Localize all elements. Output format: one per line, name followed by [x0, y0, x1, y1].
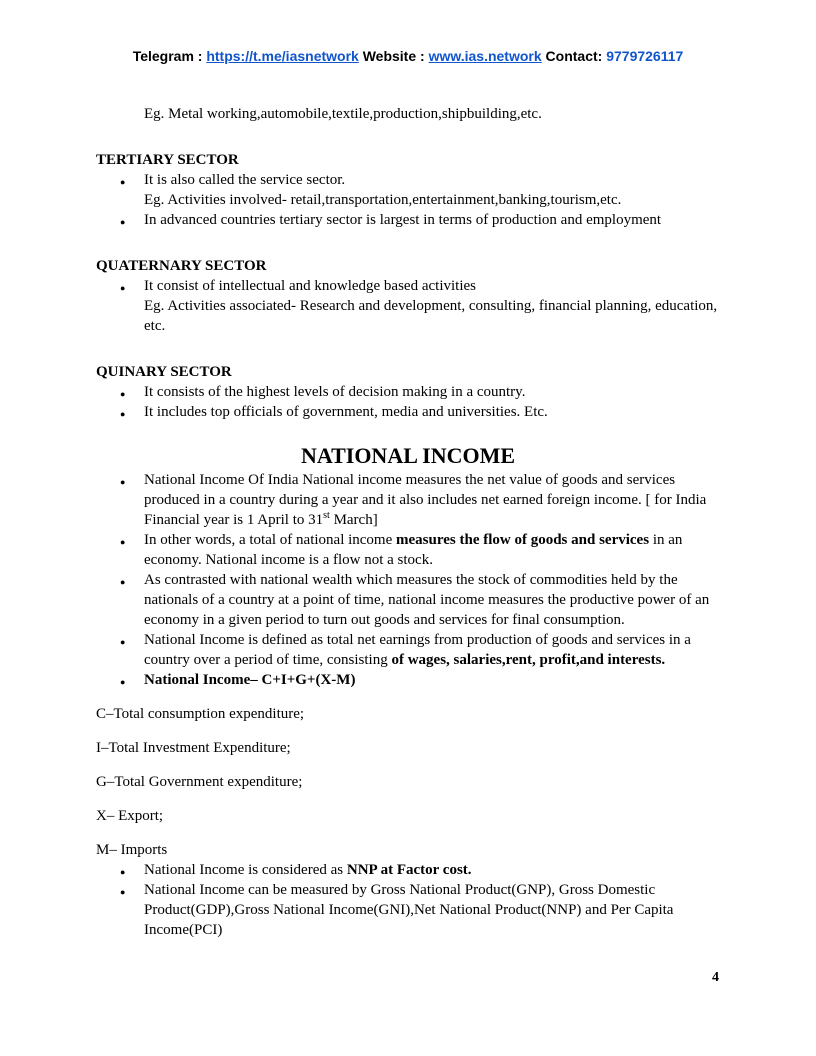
section-title-tertiary: TERTIARY SECTOR: [96, 152, 239, 168]
page-title-national-income: NATIONAL INCOME: [300, 443, 516, 468]
list-item: [144, 276, 720, 336]
bullet-text: National Income Of India National income measures the net value of goods and services produced in a country during a year and it also includes net earned foreign income. [ for India Financial year is 1 April to 31: [144, 472, 707, 528]
list-item: [144, 880, 720, 940]
tertiary-bullet-list: [96, 170, 720, 230]
secondary-sector-example-line: Eg. Metal working,automobile,textile,production,shipbuilding,etc.: [144, 106, 542, 122]
document-body: [96, 98, 720, 940]
bullet-example-text: Eg. Activities associated- Research and development, consulting, financial planning, education, etc.: [144, 298, 718, 334]
section-tertiary: [96, 150, 720, 230]
section-quinary: [96, 362, 720, 422]
list-item: [144, 670, 720, 690]
bullet-bold-text: NNP at Factor cost.: [346, 862, 472, 878]
term-imports: M– Imports: [96, 842, 168, 858]
section-title-quaternary: QUATERNARY SECTOR: [96, 258, 267, 274]
contact-number: 9779726117: [606, 48, 684, 64]
term-government: G–Total Government expenditure;: [96, 774, 303, 790]
document-header: [0, 48, 816, 64]
list-item: [144, 210, 720, 230]
bullet-example-text: Eg. Activities involved- retail,transportation,entertainment,banking,tourism,etc.: [144, 192, 622, 208]
quinary-bullet-list: [96, 382, 720, 422]
formula-term-definitions: [96, 704, 720, 860]
bullet-text: National Income is considered as: [144, 862, 347, 878]
list-item: [144, 530, 720, 570]
section-quaternary: [96, 256, 720, 336]
bullet-text: It includes top officials of government, media and universities. Etc.: [144, 404, 548, 420]
term-consumption: C–Total consumption expenditure;: [96, 706, 305, 722]
superscript-ordinal: st: [323, 510, 330, 521]
bullet-text: As contrasted with national wealth which measures the stock of commodities held by the nationals of a country at a point of time, national income measures the productive power of an economy in a given period to turn out goods and services for final consumption.: [144, 572, 710, 628]
list-item: [144, 402, 720, 422]
list-item: [144, 382, 720, 402]
measurement-bullet-list: [96, 860, 720, 940]
list-item: [144, 630, 720, 670]
list-item: [144, 470, 720, 530]
bullet-text: National Income can be measured by Gross National Product(GNP), Gross Domestic Product(GDP),Gross National Income(GNI),Net National Product(NNP) and Per Capita Income(PCI): [144, 882, 674, 938]
bullet-text: In advanced countries tertiary sector is largest in terms of production and employment: [144, 212, 662, 228]
website-link[interactable]: www.ias.network: [428, 48, 542, 64]
bullet-bold-text: measures the flow of goods and services: [396, 532, 650, 548]
bullet-text: in an economy. National income is a flow not a stock.: [144, 532, 683, 568]
bullet-text: It consist of intellectual and knowledge based activities: [144, 278, 476, 294]
national-income-formula: National Income– C+I+G+(X-M): [144, 672, 356, 688]
bullet-text: In other words, a total of national income: [144, 532, 397, 548]
website-label: Website :: [362, 48, 425, 64]
section-title-quinary: QUINARY SECTOR: [96, 364, 232, 380]
page-number: 4: [712, 970, 719, 985]
bullet-text: It consists of the highest levels of decision making in a country.: [144, 384, 526, 400]
quaternary-bullet-list: [96, 276, 720, 336]
telegram-label: Telegram :: [132, 48, 203, 64]
contact-label: Contact:: [545, 48, 603, 64]
list-item: [144, 860, 720, 880]
term-export: X– Export;: [96, 808, 164, 824]
bullet-text: March]: [329, 512, 378, 528]
list-item: [144, 570, 720, 630]
telegram-link[interactable]: https://t.me/iasnetwork: [206, 48, 359, 64]
term-investment: I–Total Investment Expenditure;: [96, 740, 291, 756]
list-item: [144, 170, 720, 210]
bullet-text: National Income is defined as total net earnings from production of goods and services in a country over a period of time, consisting: [144, 632, 691, 668]
bullet-text: It is also called the service sector.: [144, 172, 346, 188]
national-income-bullet-list: [96, 470, 720, 690]
bullet-bold-text: of wages, salaries,rent, profit,and interests.: [391, 652, 666, 668]
